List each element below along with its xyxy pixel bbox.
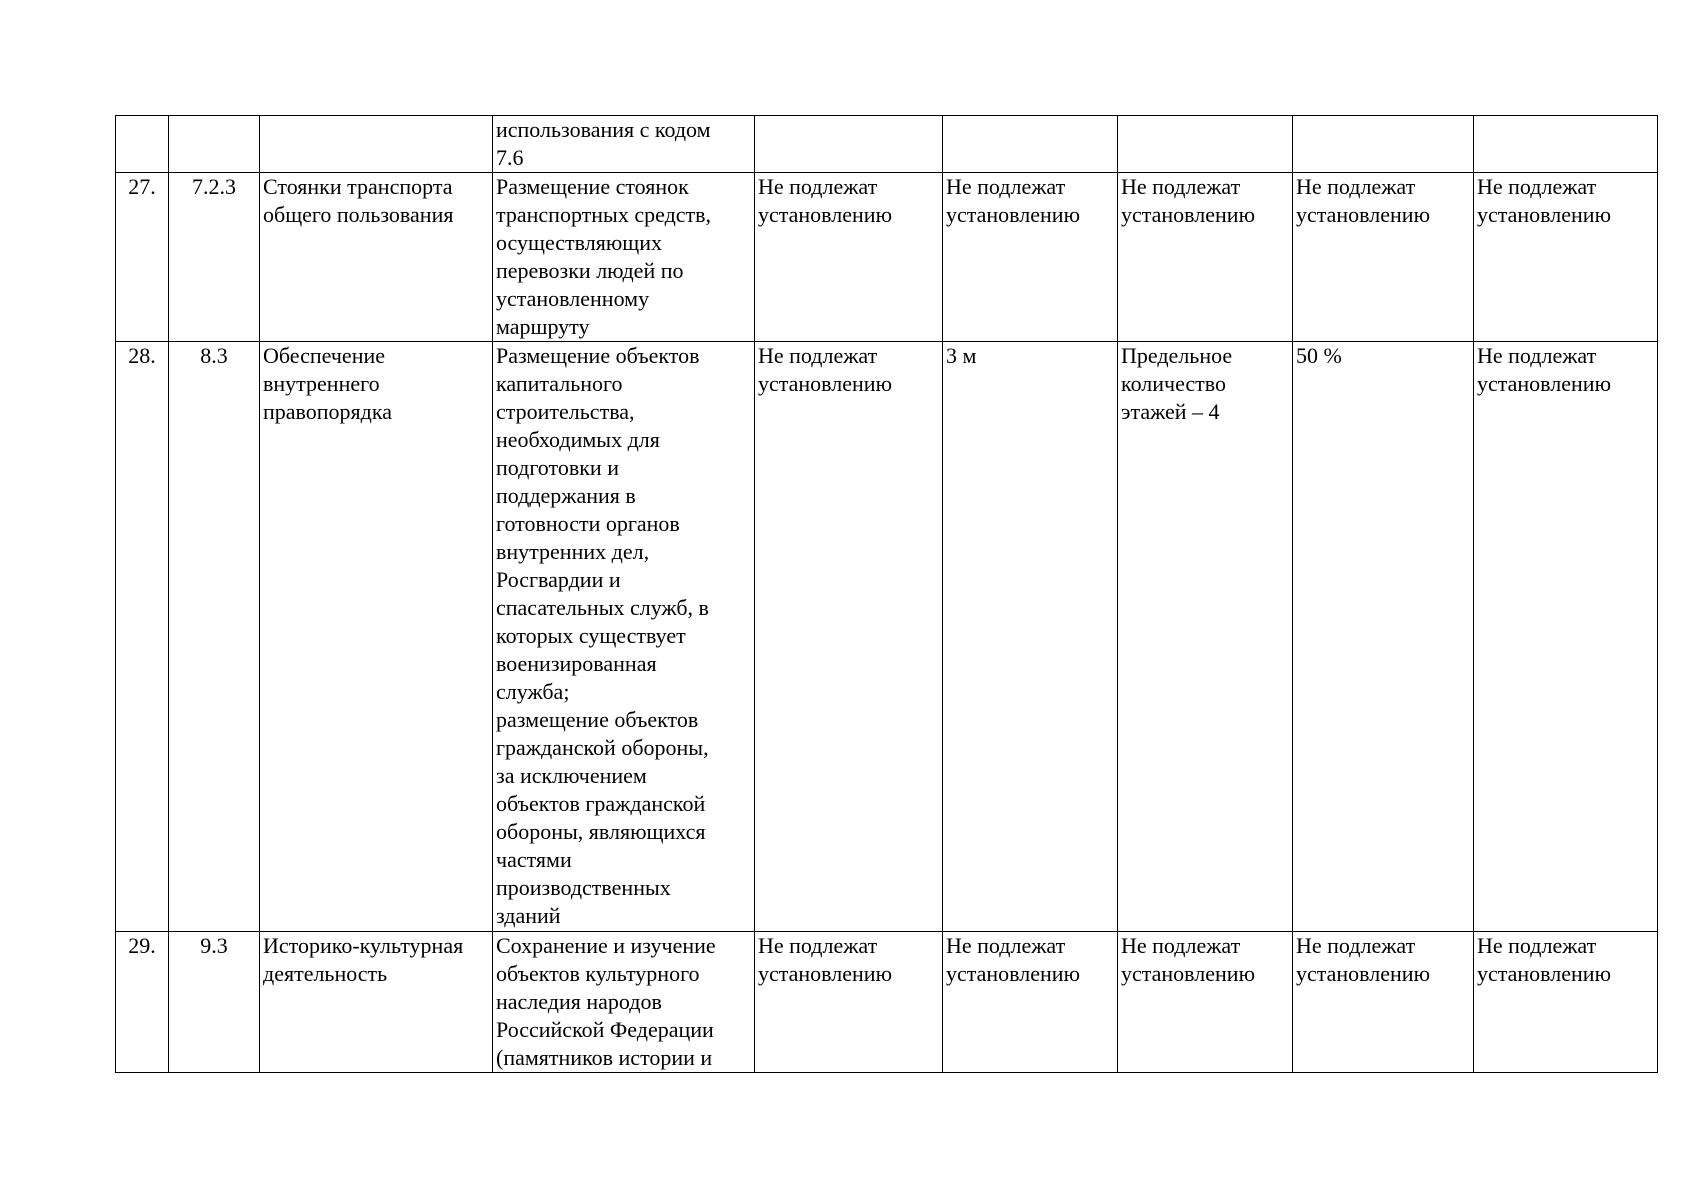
code-cell: 7.2.3 [169,173,260,342]
row-number-cell: 28. [116,342,169,932]
use-name-cell: Стоянки транспорта общего пользования [260,173,493,342]
param-cell-4: 50 % [1293,342,1474,932]
param-cell-3: Не подлежат установлению [1118,173,1293,342]
description-cell: Размещение объектов капитального строительства, необходимых для подготовки и поддержания в готовности органов внутренних дел, Росгвардии и спасательных служб, в которых существует военизированная служба; размещение объектов гражданской обороны, за исключением объектов гражданской обороны, являющихся частями производственных зданий [493,342,755,932]
param-cell-1 [755,116,943,173]
row-number-cell: 29. [116,932,169,1073]
code-cell: 9.3 [169,932,260,1073]
table-row [116,116,1658,173]
param-cell-5: Не подлежат установлению [1474,932,1658,1073]
param-cell-2: Не подлежат установлению [943,173,1118,342]
table-row [116,173,1658,342]
param-cell-2 [943,116,1118,173]
use-name-cell: Историко-культурная деятельность [260,932,493,1073]
param-cell-1: Не подлежат установлению [755,932,943,1073]
use-name-cell [260,116,493,173]
code-cell [169,116,260,173]
param-cell-2: Не подлежат установлению [943,932,1118,1073]
table-row [116,342,1658,932]
param-cell-4: Не подлежат установлению [1293,932,1474,1073]
use-name-cell: Обеспечение внутреннего правопорядка [260,342,493,932]
land-use-table [115,115,1658,1073]
description-cell: использования с кодом 7.6 [493,116,755,173]
param-cell-5: Не подлежат установлению [1474,342,1658,932]
description-cell: Размещение стоянок транспортных средств, осуществляющих перевозки людей по установленному маршруту [493,173,755,342]
param-cell-3: Не подлежат установлению [1118,932,1293,1073]
param-cell-3 [1118,116,1293,173]
row-number-cell [116,116,169,173]
param-cell-5 [1474,116,1658,173]
table-row [116,932,1658,1073]
param-cell-1: Не подлежат установлению [755,342,943,932]
param-cell-1: Не подлежат установлению [755,173,943,342]
description-cell: Сохранение и изучение объектов культурного наследия народов Российской Федерации (памятников истории и [493,932,755,1073]
code-cell: 8.3 [169,342,260,932]
param-cell-4 [1293,116,1474,173]
param-cell-2: 3 м [943,342,1118,932]
param-cell-3: Предельное количество этажей – 4 [1118,342,1293,932]
param-cell-4: Не подлежат установлению [1293,173,1474,342]
param-cell-5: Не подлежат установлению [1474,173,1658,342]
row-number-cell: 27. [116,173,169,342]
